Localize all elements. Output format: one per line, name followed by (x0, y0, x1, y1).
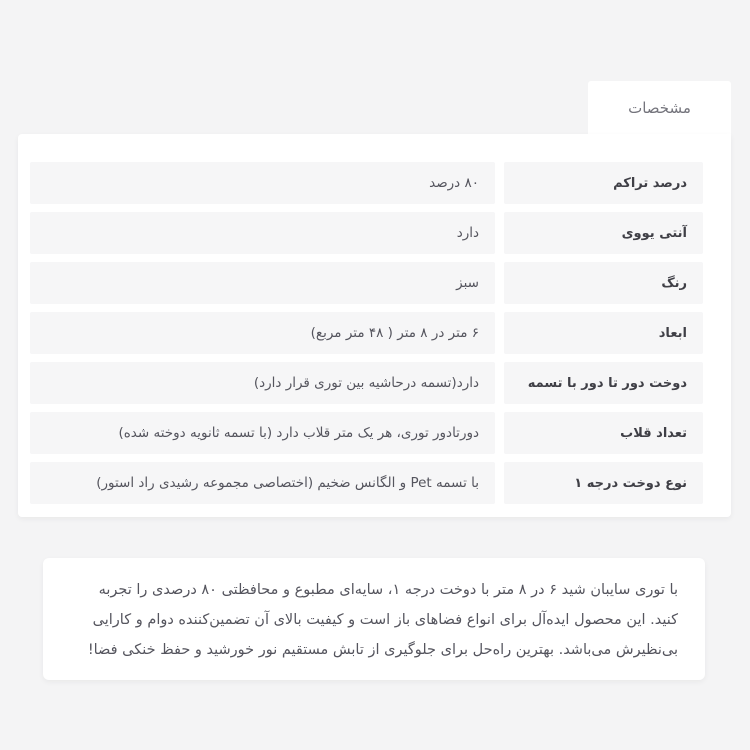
tab-specifications[interactable] (588, 81, 731, 135)
spec-row (30, 412, 703, 454)
spec-row (30, 362, 703, 404)
specs-card (18, 134, 731, 517)
spec-label: نوع دوخت درجه ۱ (504, 462, 703, 504)
description-card (43, 558, 705, 680)
spec-value: سبز (30, 262, 495, 304)
spec-value: دارد(تسمه درحاشیه بین توری قرار دارد) (30, 362, 495, 404)
spec-label: ابعاد (504, 312, 703, 354)
spec-value: ۶ متر در ۸ متر ( ۴۸ متر مربع) (30, 312, 495, 354)
spec-row (30, 162, 703, 204)
spec-value: ۸۰ درصد (30, 162, 495, 204)
spec-value: دورتادور توری، هر یک متر قلاب دارد (با تسمه ثانویه دوخته شده) (30, 412, 495, 454)
spec-label: دوخت دور تا دور با تسمه (504, 362, 703, 404)
spec-label: آنتی یووی (504, 212, 703, 254)
spec-label: رنگ (504, 262, 703, 304)
spec-value: با تسمه Pet و الگانس ضخیم (اختصاصی مجموعه رشیدی راد استور) (30, 462, 495, 504)
spec-label: درصد تراکم (504, 162, 703, 204)
spec-value: دارد (30, 212, 495, 254)
spec-row (30, 212, 703, 254)
spec-row (30, 312, 703, 354)
spec-label: تعداد قلاب (504, 412, 703, 454)
spec-row (30, 462, 703, 504)
specs-table (18, 162, 731, 504)
spec-row (30, 262, 703, 304)
description-text: با توری سایبان شید ۶ در ۸ متر با دوخت درجه ۱، سایه‌ای مطبوع و محافظتی ۸۰ درصدی را تجربه کنید. این محصول ایده‌آل برای انواع فضاهای باز است و کیفیت بالای آن تضمین‌کننده دوام و کارایی بی‌نظیرش می‌باشد. بهترین راه‌حل برای جلوگیری از تابش مستقیم نور خورشید و حفظ خنکی فضا! (87, 582, 678, 658)
tab-specifications-label: مشخصات (628, 99, 691, 117)
